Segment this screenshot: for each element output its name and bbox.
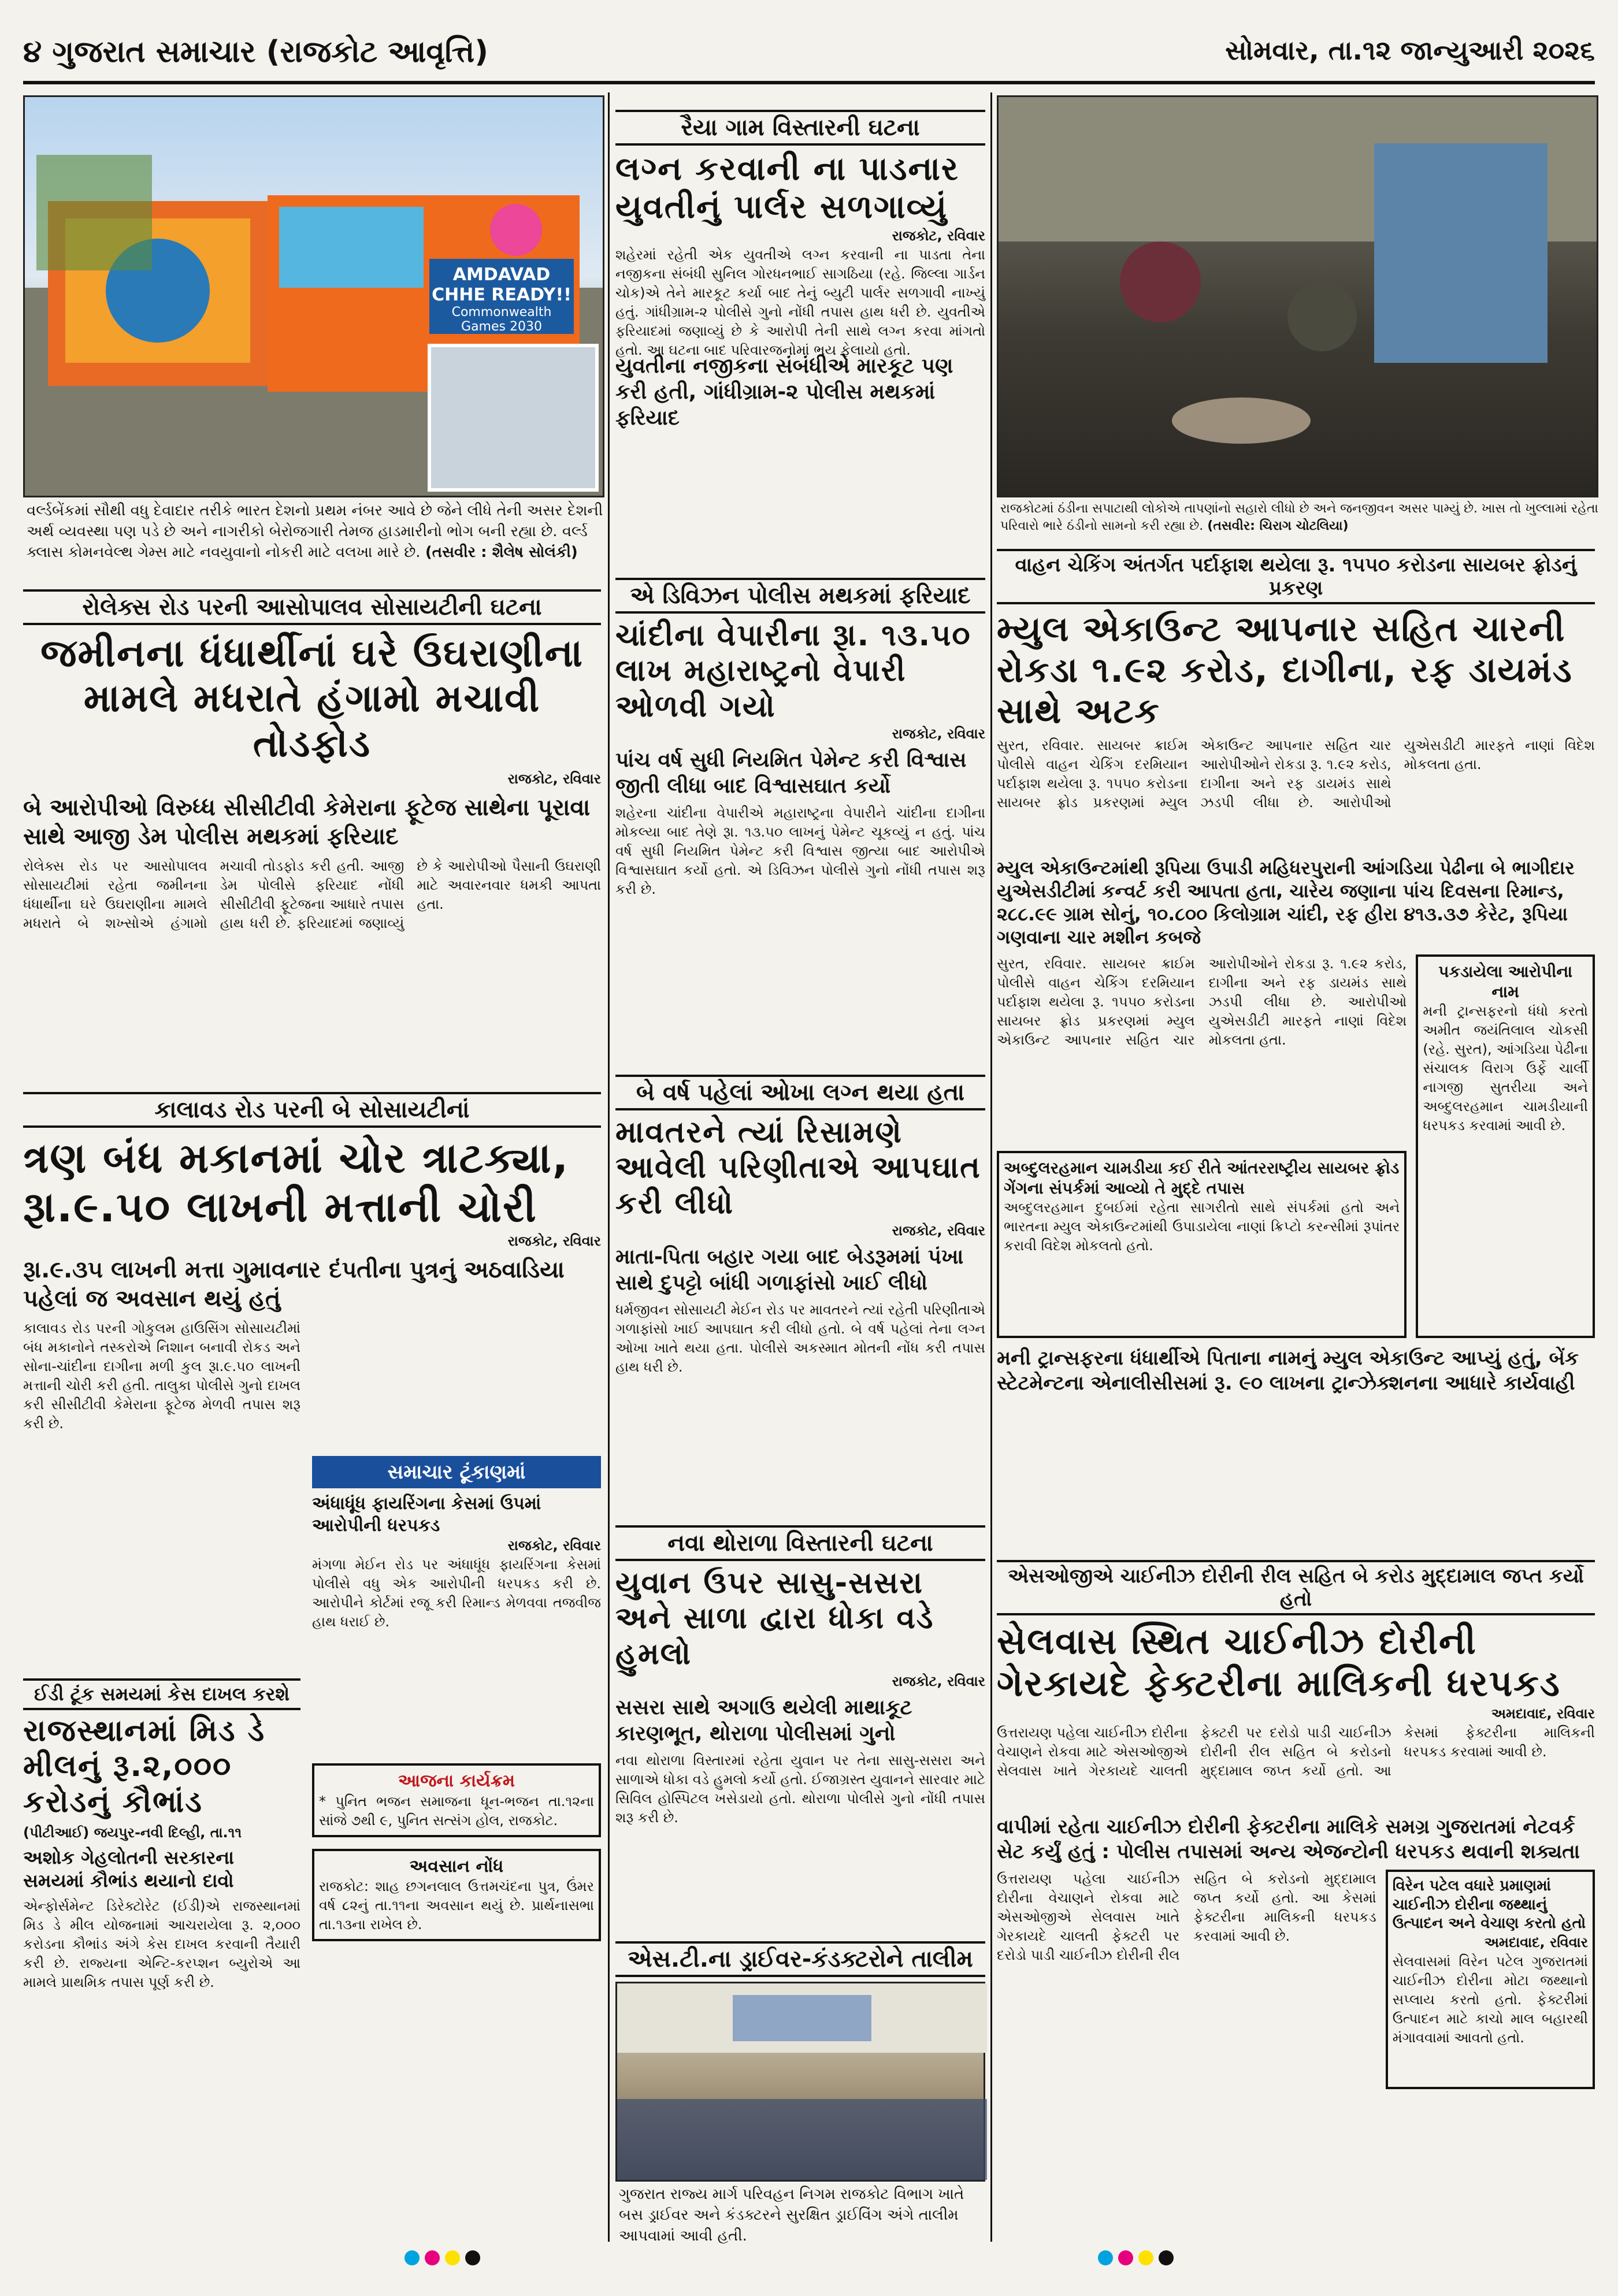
hoarding-sign-title: AMDAVAD CHHE READY!! [432, 265, 572, 305]
story-headline: યુવાન ઉપર સાસુ-સસરા અને સાળા દ્વારા ધોકા વડે હુમલો [615, 1566, 934, 1671]
story-headline: સેલવાસ સ્થિત ચાઈનીઝ દોરીની ગેરકાયદે ફેક્ટરીના માલિકની ધરપકડ [997, 1620, 1561, 1705]
page-date: સોમવાર, તા.૧૨ જાન્યુઆરી ૨૦૨૬ [1225, 35, 1595, 66]
cyber-bottom-head: મની ટ્રાન્સફરના ધંધાર્થીએ પિતાના નામનું મ્યુલ એકાઉન્ટ આપ્યું હતું, બેંક સ્ટેટમેન્ટના એનાલીસીસમાં રૂ. ૯૦ લાખના ટ્રાન્ઝેક્શનના આધારે કાર્યવાહી [997, 1347, 1579, 1395]
story-parlour [615, 110, 985, 431]
accused-title: પકડાયેલા આરોપીના નામ [1438, 962, 1573, 1002]
story-dateline: રાજકોટ, રવિવાર [892, 1673, 985, 1690]
registration-mark [1159, 2250, 1174, 2265]
briefs-column [312, 1456, 601, 1941]
story-subhead: પાંચ વર્ષ સુધી નિયમિત પેમેન્ટ કરી વિશ્વાસ જીતી લીધા બાદ વિશ્વાસઘાત કર્યો [615, 748, 967, 798]
photo-cold [997, 95, 1598, 497]
sidebar-title: વિરેન પટેલ વધારે પ્રમાણમાં ચાઈનીઝ દોરીના જથ્થાનું ઉત્પાદન અને વેચાણ કરતો હતો [1392, 1877, 1586, 1933]
story-dateline: રાજકોટ, રવિવાર [892, 1223, 985, 1239]
story-headline: માવતરને ત્યાં રિસામણે આવેલી પરિણીતાએ આપઘાત કરી લીધો [615, 1115, 981, 1221]
story-kicker: રોલેક્સ રોડ પરની આસોપાલવ સોસાયટીની ઘટના [23, 589, 601, 625]
story-kicker: એસ.ટી.ના ડ્રાઈવર-કંડક્ટરોને તાલીમ [615, 1941, 985, 1977]
story-st-training [615, 1941, 985, 2249]
story-manja [997, 1560, 1595, 2089]
story-body: રોલેક્સ રોડ પર આસોપાલવ સોસાયટીમાં રહેતા જમીનના ધંધાર્થીના ઘરે ઉઘરાણીના મામલે મધરાતે બે શખ્સોએ હંગામો મચાવી તોડફોડ કરી હતી. આજી ડેમ પોલીસે ફરિયાદ નોંધી સીસીટીવી ફૂટેજના આધારે તપાસ હાથ ધરી છે. ફરિયાદમાં જણાવ્યું છે કે આરોપીઓ પૈસાની ઉઘરાણી માટે અવારનવાર ધમકી આપતા હતા. [23, 857, 601, 931]
story-dateline: (પીટીઆઈ) જયપુર-નવી દિલ્હી, તા.૧૧ [23, 1825, 242, 1841]
programs-body: * પુનિત ભજન સમાજના ધૂન-ભજન તા.૧૨ના સાંજે ૭થી ૯, પુનિત સત્સંગ હોલ, રાજકોટ. [319, 1793, 594, 1829]
brief-dateline: રાજકોટ, રવિવાર [507, 1537, 601, 1554]
caption-text: રાજકોટમાં ઠંડીના સપાટાથી લોકોએ તાપણાંનો સહારો લીધો છે અને જનજીવન અસર પામ્યું છે. ખાસ તો ખુલ્લામાં રહેતા પરિવારો ભારે ઠંડીનો સામનો કરી રહ્યા છે. [1000, 501, 1598, 533]
sidebar-body: સેલવાસમાં વિરેન પટેલ ગુજરાતમાં ચાઈનીઝ દોરીના મોટા જથ્થાનો સપ્લાય કરતો હતો. ફેક્ટરીમાં ઉત્પાદન માટે કાચો માલ બહારથી મંગાવવામાં આવતો હતો. [1392, 1953, 1588, 2046]
story-ed [23, 1678, 300, 2220]
story-kicker: વાહન ચેકિંગ અંતર્ગત પર્દાફાશ થયેલા રૂ. ૧૫૫૦ કરોડના સાયબર ફ્રોડનું પ્રકરણ [997, 549, 1595, 604]
registration-mark [1118, 2250, 1133, 2265]
story-suicide [615, 1075, 985, 1462]
story-headline: મ્યુલ એકાઉન્ટ આપનાર સહિત ચારની રોકડા ૧.૯૨ કરોડ, દાગીના, રફ ડાયમંડ સાથે અટક [997, 609, 1573, 731]
story-kicker: નવા થોરાળા વિસ્તારની ઘટના [615, 1525, 985, 1561]
story-body: સુરત, રવિવાર. સાયબર ક્રાઈમ પોલીસે વાહન ચેકિંગ દરમિયાન પર્દાફાશ થયેલા રૂ. ૧૫૫૦ કરોડના સાયબર ફ્રોડ પ્રકરણમાં મ્યુલ એકાઉન્ટ આપનાર સહિત ચાર આરોપીઓને રોકડા રૂ. ૧.૯૨ કરોડ, દાગીના અને રફ ડાયમંડ સાથે ઝડપી લીધા છે. આરોપીઓ યુએસડીટી મારફતે નાણાં વિદેશ મોકલતા હતા. [997, 737, 1595, 811]
story-body: શહેરમાં રહેતી એક યુવતીએ લગ્ન કરવાની ના પાડતા તેના નજીકના સંબંધી સુનિલ ગોરધનભાઈ સાગઠિયા (રહે. જિલ્લા ગાર્ડન ચોક)એ તેને મારકૂટ કર્યા બાદ તેનું બ્યુટી પાર્લર સળગાવી નાખ્યું હતું. ગાંધીગ્રામ-૨ પોલીસે ગુનો નોંધી તપાસ હાથ ધરી છે. યુવતીએ ફરિયાદમાં જણાવ્યું છે કે આરોપી તેની સાથે લગ્ન કરવા માંગતો હતો. આ ઘટના બાદ પરિવારજનોમાં ભય ફેલાયો હતો. [615, 247, 985, 359]
photo-hoarding [23, 95, 604, 497]
photo-credit: (તસવીર : શૈલેષ સોલંકી) [425, 544, 578, 561]
story-subhead: માતા-પિતા બહાર ગયા બાદ બેડરૂમમાં પંખા સાથે દુપટ્ટો બાંધી ગળાફાંસો ખાઈ લીધો [615, 1245, 964, 1295]
story-headline: લગ્ન કરવાની ના પાડનાર યુવતીનું પાર્લર સળગાવ્યું [615, 150, 959, 226]
story-subhead: રૂા.૯.૩૫ લાખની મત્તા ગુમાવનાર દંપતીના પુત્રનું અઠવાડિયા પહેલાં જ અવસાન થયું હતું [23, 1256, 565, 1312]
registration-mark [1138, 2250, 1153, 2265]
registration-mark [445, 2250, 460, 2265]
story-body: કાલાવડ રોડ પરની ગોકુલમ હાઉસિંગ સોસાયટીમાં બંધ મકાનોને તસ્કરોએ નિશાન બનાવી રોકડ અને સોના-ચાંદીના દાગીના મળી કુલ રૂા.૯.૫૦ લાખની મત્તાની ચોરી કરી હતી. તાલુકા પોલીસે ગુનો દાખલ કરી સીસીટીવી કેમેરાના ફૂટેજ મેળવી તપાસ શરૂ કરી છે. [23, 1320, 300, 1432]
cold-illustration [999, 97, 1597, 496]
column-rule [608, 92, 610, 2242]
hoarding-sign-subtitle: Commonwealth Games 2030 [451, 305, 552, 334]
story-dateline: રાજકોટ, રવિવાર [892, 726, 985, 742]
accused-body: મની ટ્રાન્સફરનો ધંધો કરતો અમીત જયંતિલાલ ચોકસી (રહે. સુરત), આંગડિયા પેઢીના સંચાલક વિરાગ ઉર્ફે ચાર્લી નાગજી સુતરીયા અને અબ્દુલરહમાન ચામડીયાની ધરપકડ કરવામાં આવી છે. [1423, 1003, 1588, 1134]
manja-sidebar-box [1386, 1870, 1595, 2089]
cyber-sidebar-box [997, 1151, 1407, 1338]
story-body: નવા થોરાળા વિસ્તારમાં રહેતા યુવાન પર તેના સાસુ-સસરા અને સાળાએ ધોકા વડે હુમલો કર્યો હતો. ઈજાગ્રસ્ત યુવાનને સારવાર માટે સિવિલ હોસ્પિટલ ખસેડાયો હતો. થોરાળા પોલીસે ગુનો નોંધી તપાસ શરૂ કરી છે. [615, 1752, 985, 1826]
training-illustration [617, 1983, 987, 2180]
briefs-title: સમાચાર ટૂંકાણમાં [312, 1456, 601, 1488]
brief-body: મંગળા મેઈન રોડ પર અંધાધૂંધ ફાયરિંગના કેસમાં પોલીસે વધુ એક આરોપીની ધરપકડ કરી છે. આરોપીને કોર્ટમાં રજૂ કરી રિમાન્ડ મેળવવા તજવીજ હાથ ધરાઈ છે. [312, 1556, 601, 1630]
story-body: ઉત્તરાયણ પહેલા ચાઈનીઝ દોરીના વેચાણને રોકવા માટે એસઓજીએ સેલવાસ ખાતે ગેરકાયદે ચાલતી ફેક્ટરી પર દરોડો પાડી ચાઈનીઝ દોરીની રીલ સહિત બે કરોડનો મુદ્દામાલ જપ્ત કર્યો હતો. આ કેસમાં ફેક્ટરીના માલિકની ધરપકડ કરવામાં આવી છે. [997, 1725, 1595, 1779]
story-kicker: એ ડિવિઝન પોલીસ મથકમાં ફરિયાદ [615, 578, 985, 614]
story-headline: ત્રણ બંધ મકાનમાં ચોર ત્રાટક્યા, રૂા.૯.૫૦ લાખની મત્તાની ચોરી [23, 1134, 570, 1231]
story-subhead: મ્યુલ એકાઉન્ટમાંથી રૂપિયા ઉપાડી મહિધરપુરાની આંગડિયા પેઢીના બે ભાગીદાર યુએસડીટીમાં કન્વર્ટ કરી આપતા હતા, ચારેય જણાના પાંચ દિવસના રિમાન્ડ, ૨૮૮.૯૯ ગ્રામ સોનું, ૧૦.૮૦૦ કિલોગ્રામ ચાંદી, રફ હીરા ૪૧૩.૩૭ કેરેટ, રૂપિયા ગણવાના ચાર મશીન કબજે [997, 857, 1575, 949]
brief-headline: અંધાધૂંધ ફાયરિંગના કેસમાં ઉપમાં આરોપીની ધરપકડ [312, 1493, 541, 1536]
obituary-box [312, 1849, 601, 1942]
story-subhead: સસરા સાથે અગાઉ થયેલી માથાકૂટ કારણભૂત, થોરાળા પોલીસમાં ગુનો [615, 1696, 912, 1746]
photo-cold-caption [997, 498, 1602, 549]
story-subhead: યુવતીના નજીકના સંબંધીએ મારકૂટ પણ કરી હતી, ગાંધીગ્રામ-૨ પોલીસ મથકમાં ફરિયાદ [615, 354, 953, 430]
story-recovery [23, 589, 601, 1030]
story-body: એન્ફોર્સમેન્ટ ડિરેક્ટોરેટ (ઈડી)એ રાજસ્થાનમાં મિડ ડે મીલ યોજનામાં આચરાયેલા રૂ. ૨,૦૦૦ કરોડના કૌભાંડ અંગે કેસ દાખલ કરવાની તૈયારી કરી છે. રાજ્યના એન્ટિ-કરપ્શન બ્યુરોએ આ મામલે પ્રાથમિક તપાસ પૂર્ણ કરી છે. [23, 1898, 300, 1991]
sidebar-title: અબ્દુલરહમાન ચામડીયા કઈ રીતે આંતરરાષ્ટ્રીય સાયબર ફ્રોડ ગેંગના સંપર્કમાં આવ્યો તે મુદ્દે તપાસ [1004, 1158, 1400, 1198]
story-cyber [997, 549, 1595, 1395]
story-dateline: રાજકોટ, રવિવાર [892, 228, 985, 244]
accused-box [1416, 954, 1595, 1338]
story-headline: ચાંદીના વેપારીના રૂા. ૧૩.૫૦ લાખ મહારાષ્ટ્રનો વેપારી ઓળવી ગયો [615, 618, 971, 724]
story-kicker: ઈડી ટૂંક સમયમાં કેસ દાખલ કરશે [23, 1678, 300, 1710]
story-body-cont: સુરત, રવિવાર. સાયબર ક્રાઈમ પોલીસે વાહન ચેકિંગ દરમિયાન પર્દાફાશ થયેલા રૂ. ૧૫૫૦ કરોડના સાયબર ફ્રોડ પ્રકરણમાં મ્યુલ એકાઉન્ટ આપનાર સહિત ચાર આરોપીઓને રોકડા રૂ. ૧.૯૨ કરોડ, દાગીના અને રફ ડાયમંડ સાથે ઝડપી લીધા છે. આરોપીઓ યુએસડીટી મારફતે નાણાં વિદેશ મોકલતા હતા. [997, 956, 1407, 1049]
sidebar-body: અબ્દુલરહમાન દુબઈમાં રહેતા સાગરીતો સાથે સંપર્કમાં હતો અને ભારતના મ્યુલ એકાઉન્ટમાંથી ઉપાડાયેલા નાણાં ક્રિપ્ટો કરન્સીમાં રૂપાંતર કરાવી વિદેશ મોકલતો હતો. [1004, 1199, 1400, 1254]
story-subhead: વાપીમાં રહેતા ચાઈનીઝ દોરીની ફેક્ટરીના માલિકે સમગ્ર ગુજરાતમાં નેટવર્ક સેટ કર્યું હતું : પોલીસ તપાસમાં અન્ય એજન્ટોની ધરપકડ થવાની શક્યતા [997, 1815, 1580, 1863]
story-headline: જમીનના ધંધાર્થીનાં ઘરે ઉઘરાણીના મામલે મધરાતે હંગામો મચાવી તોડફોડ [40, 631, 584, 766]
registration-mark [1098, 2250, 1113, 2265]
column-rule [990, 92, 992, 2242]
training-caption: ગુજરાત રાજ્ય માર્ગ પરિવહન નિગમ રાજકોટ વિભાગ ખાતે બસ ડ્રાઈવર અને કંડક્ટરને સુરક્ષિત ડ્રાઈવિંગ અંગે તાલીમ આપવામાં આવી હતી. [619, 2186, 964, 2245]
registration-mark [465, 2250, 480, 2265]
story-headline: રાજસ્થાનમાં મિડ ડે મીલનું રૂ.૨,૦૦૦ કરોડનું કૌભાંડ [23, 1714, 266, 1819]
programs-box [312, 1763, 601, 1837]
caption-text: વર્લ્ડબેંકમાં સૌથી વધુ દેવાદાર તરીકે ભારત દેશનો પ્રથમ નંબર આવે છે જેને લીધે તેની અસર દેશની અર્થ વ્યવસ્થા પણ પડે છે અને નાગરીકો બેરોજગારી તેમજ હાડમારીનો ભોગ બની રહ્યા છે. વર્લ્ડ ક્લાસ કોમનવેલ્થ ગેમ્સ માટે નવયુવાનો નોકરી માટે વલખા મારે છે. [27, 502, 603, 561]
story-kicker: એસઓજીએ ચાઈનીઝ દોરીની રીલ સહિત બે કરોડ મુદ્દામાલ જપ્ત કર્યો હતો [997, 1560, 1595, 1615]
story-kicker: કાલાવડ રોડ પરની બે સોસાયટીનાં [23, 1092, 601, 1128]
story-kicker: બે વર્ષ પહેલાં ઓખા લગ્ન થયા હતા [615, 1075, 985, 1110]
story-body-cont: ઉત્તરાયણ પહેલા ચાઈનીઝ દોરીના વેચાણને રોકવા માટે એસઓજીએ સેલવાસ ખાતે ગેરકાયદે ચાલતી ફેક્ટરી પર દરોડો પાડી ચાઈનીઝ દોરીની રીલ સહિત બે કરોડનો મુદ્દામાલ જપ્ત કર્યો હતો. આ કેસમાં ફેક્ટરીના માલિકની ધરપકડ કરવામાં આવી છે. [997, 1871, 1376, 1964]
story-body: શહેરના ચાંદીના વેપારીએ મહારાષ્ટ્રના વેપારીને ચાંદીના દાગીના મોકલ્યા બાદ તેણે રૂા. ૧૩.૫૦ લાખનું પેમેન્ટ ચૂકવ્યું ન હતું. પાંચ વર્ષ સુધી નિયમિત પેમેન્ટ કરી વિશ્વાસ જીત્યા બાદ આરોપીએ વિશ્વાસઘાત કર્યો હતો. એ ડિવિઝન પોલીસે ગુનો નોંધી તપાસ શરૂ કરી છે. [615, 805, 985, 898]
story-subhead: બે આરોપીઓ વિરુધ્ધ સીસીટીવી કેમેરાના ફૂટેજ સાથેના પૂરાવા સાથે આજી ડેમ પોલીસ મથકમાં ફરિયાદ [23, 794, 591, 850]
page-edition: ૪ ગુજરાત સમાચાર (રાજકોટ આવૃત્તિ) [23, 35, 489, 69]
story-kicker: રૈયા ગામ વિસ્તારની ઘટના [615, 110, 985, 146]
obituary-title: અવસાન નોંધ [409, 1856, 504, 1877]
programs-title: આજના કાર્યક્રમ [398, 1771, 515, 1791]
story-subhead: અશોક ગેહલોતની સરકારના સમયમાં કૌભાંડ થયાનો દાવો [23, 1847, 234, 1892]
registration-mark [425, 2250, 440, 2265]
story-assault [615, 1525, 985, 1901]
story-dateline: રાજકોટ, રવિવાર [507, 1232, 601, 1249]
story-dateline: અમદાવાદ, રવિવાર [1491, 1706, 1595, 1722]
photo-credit: (તસવીર: ચિરાગ ચોટલિયા) [1207, 519, 1349, 533]
photo-hoarding-caption [23, 498, 608, 589]
registration-mark [404, 2250, 420, 2265]
sidebar-dateline: અમદાવાદ, રવિવાર [1484, 1934, 1588, 1951]
photo-training [615, 1982, 985, 2182]
masthead [23, 29, 1595, 84]
story-dateline: રાજકોટ, રવિવાર [507, 770, 601, 787]
story-theft [23, 1092, 601, 1510]
story-silver [615, 578, 985, 994]
story-body: ધર્મજીવન સોસાયટી મેઈન રોડ પર માવતરને ત્યાં રહેતી પરિણીતાએ ગળાફાંસો ખાઈ આપઘાત કરી લીધો હતો. બે વર્ષ પહેલાં તેના લગ્ન ઓખા ખાતે થયા હતા. પોલીસે અકસ્માત મોતની નોંધ કરી તપાસ હાથ ધરી છે. [615, 1302, 985, 1376]
obituary-body: રાજકોટ: શાહ છગનલાલ ઉત્તમચંદના પુત્ર, ઉંમર વર્ષ ૮૨નું તા.૧૧ના અવસાન થયું છે. પ્રાર્થનાસભા તા.૧૩ના રાખેલ છે. [319, 1878, 594, 1933]
